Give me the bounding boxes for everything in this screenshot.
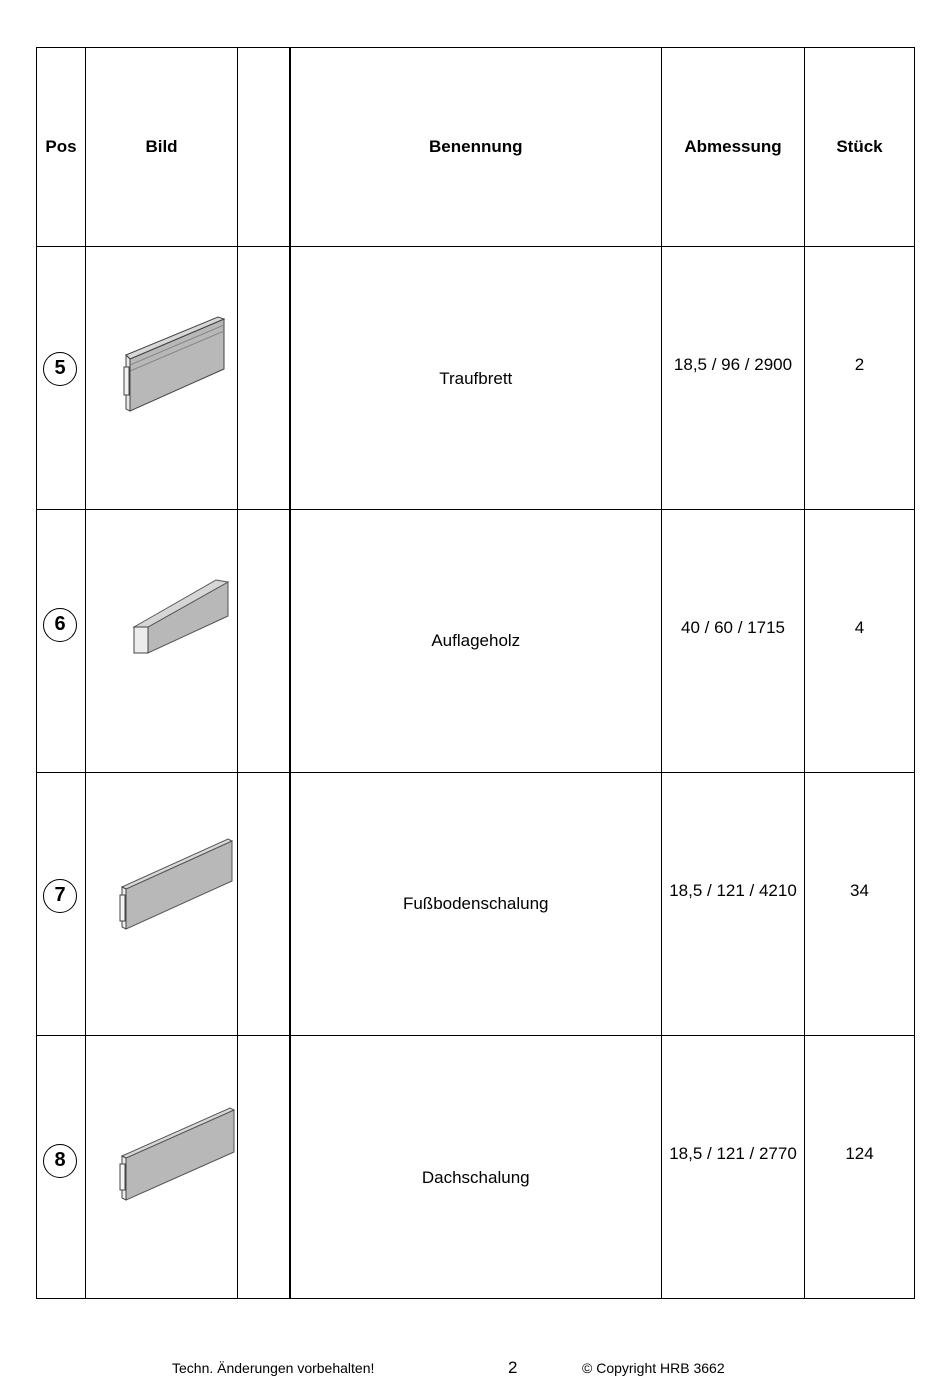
- table-row: [37, 510, 915, 773]
- blank-cell: [238, 247, 290, 510]
- part-name: Fußbodenschalung: [402, 894, 549, 913]
- header-abmessung: Abmessung: [662, 48, 805, 247]
- benennung-cell: [290, 773, 662, 1036]
- header-benennung: Benennung: [290, 48, 662, 247]
- part-quantity: 34: [850, 881, 869, 900]
- part-dimensions: 40 / 60 / 1715: [681, 618, 785, 637]
- stueck-cell: [805, 510, 915, 773]
- table-row: [37, 1036, 915, 1299]
- part-image-cell: [86, 247, 238, 510]
- stueck-cell: [805, 773, 915, 1036]
- stueck-cell: [805, 247, 915, 510]
- pos-number-circle: 6: [43, 608, 77, 642]
- abmessung-cell: [662, 247, 805, 510]
- part-name: Dachschalung: [421, 1168, 530, 1187]
- pos-number-circle: 5: [43, 352, 77, 386]
- part-quantity: 4: [854, 618, 865, 637]
- pos-cell: [37, 247, 86, 510]
- page-number: 2: [508, 1358, 518, 1377]
- footer-notice: Techn. Änderungen vorbehalten!: [172, 1360, 375, 1376]
- benennung-cell: [290, 1036, 662, 1299]
- benennung-cell: [290, 247, 662, 510]
- part-dimensions: 18,5 / 96 / 2900: [673, 355, 793, 374]
- table-header-row: [37, 48, 915, 247]
- blank-cell: [238, 1036, 290, 1299]
- pos-number-circle: 7: [43, 879, 77, 913]
- part-quantity: 124: [845, 1144, 874, 1163]
- abmessung-cell: [662, 510, 805, 773]
- pos-cell: [37, 510, 86, 773]
- header-bild: Bild: [86, 48, 238, 247]
- part-image-cell: [86, 1036, 238, 1299]
- blank-cell: [238, 773, 290, 1036]
- header-pos: Pos: [37, 48, 86, 247]
- board-with-groove-illustration: [86, 247, 238, 509]
- abmessung-cell: [662, 773, 805, 1036]
- footer-copyright: © Copyright HRB 3662: [582, 1360, 725, 1376]
- part-image-cell: [86, 510, 238, 773]
- parts-list-table: [36, 47, 915, 1299]
- blank-cell: [238, 510, 290, 773]
- tongue-groove-board-illustration: [86, 773, 238, 1035]
- pos-cell: [37, 773, 86, 1036]
- table-row: [37, 773, 915, 1036]
- square-timber-illustration: [86, 510, 238, 772]
- part-image-cell: [86, 773, 238, 1036]
- header-stueck: Stück: [805, 48, 915, 247]
- abmessung-cell: [662, 1036, 805, 1299]
- part-quantity: 2: [854, 355, 865, 374]
- part-name: Auflageholz: [431, 631, 521, 650]
- stueck-cell: [805, 1036, 915, 1299]
- tongue-groove-board-illustration: [86, 1036, 238, 1320]
- benennung-cell: [290, 510, 662, 773]
- pos-cell: [37, 1036, 86, 1299]
- part-dimensions: 18,5 / 121 / 2770: [669, 1144, 797, 1163]
- part-dimensions: 18,5 / 121 / 4210: [669, 881, 797, 900]
- part-name: Traufbrett: [439, 369, 513, 388]
- header-blank: [238, 48, 290, 247]
- pos-number-circle: 8: [43, 1144, 77, 1178]
- table-row: [37, 247, 915, 510]
